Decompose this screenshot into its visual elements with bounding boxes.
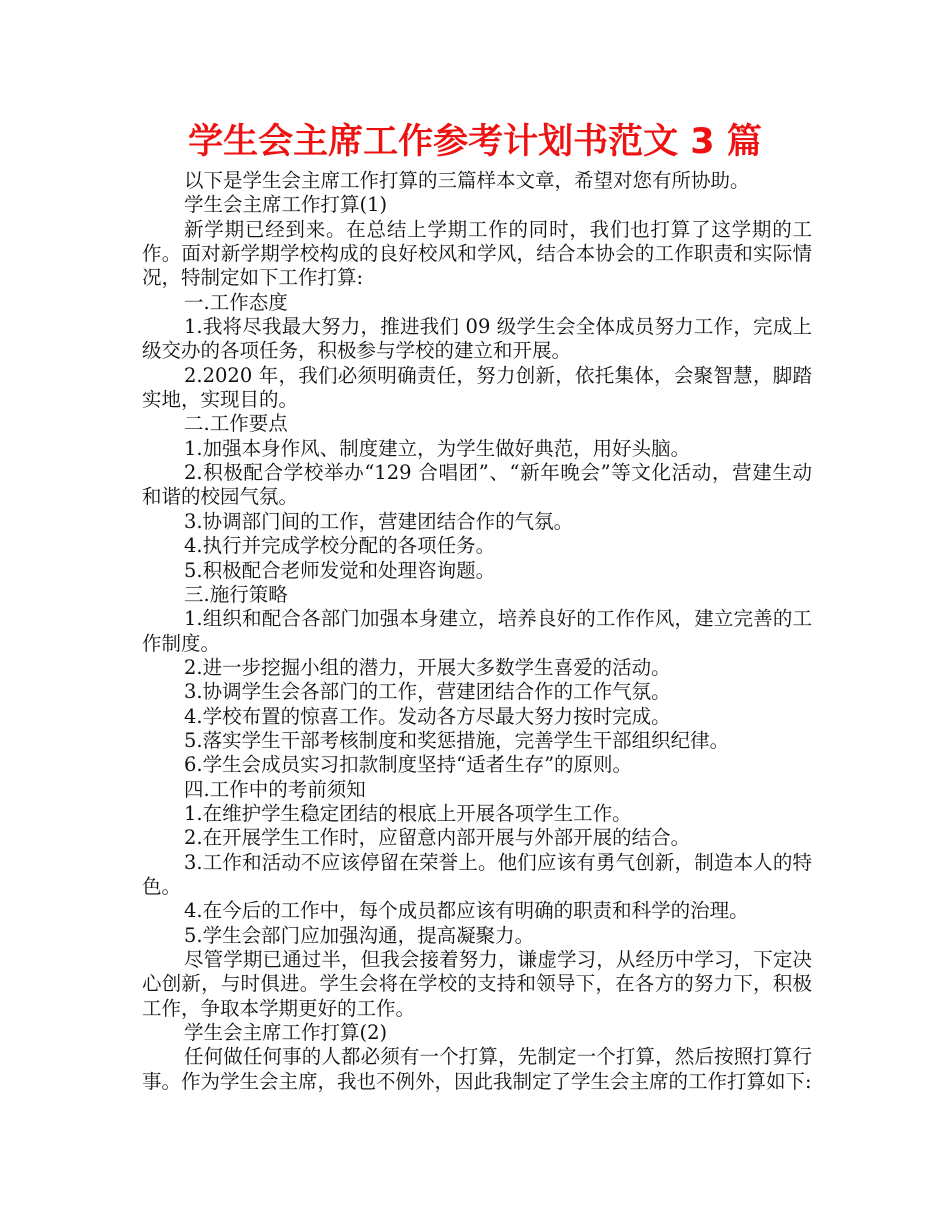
list-item: 1.在维护学生稳定团结的根底上开展各项学生工作。: [184, 801, 632, 825]
list-item: 4.执行并完成学校分配的各项任务。: [184, 534, 496, 558]
section-heading: 四.工作中的考前须知: [184, 777, 366, 801]
list-item: 6.学生会成员实习扣款制度坚持“适者生存”的原则。: [184, 753, 633, 777]
paragraph: 尽管学期已通过半，但我会接着努力，谦虚学习，从经历中学习，下定决心创新，与时俱进。学生会将在学校的支持和领导下，在各方的努力下，积极工作，争取本学期更好的工作。: [142, 948, 812, 1020]
list-item: 5.积极配合老师发觉和处理咨询题。: [184, 558, 496, 582]
list-item: 4.在今后的工作中，每个成员都应该有明确的职责和科学的治理。: [184, 899, 749, 923]
list-item: 1.加强本身作风、制度建立，为学生做好典范，用好头脑。: [184, 436, 691, 460]
section-heading: 学生会主席工作打算(1): [184, 193, 388, 217]
list-item: 3.协调学生会各部门的工作，营建团结合作的工作气氛。: [184, 680, 671, 704]
paragraph: 新学期已经到来。在总结上学期工作的同时，我们也打算了这学期的工作。面对新学期学校构成的良好校风和学风，结合本协会的工作职责和实际情况，特制定如下工作打算:: [142, 217, 812, 290]
list-item: 2.在开展学生工作时，应留意内部开展与外部开展的结合。: [184, 826, 691, 850]
section-heading: 一.工作态度: [184, 290, 288, 314]
paragraph: 任何做任何事的人都必须有一个打算，先制定一个打算，然后按照打算行事。作为学生会主席，我也不例外，因此我制定了学生会主席的工作打算如下:: [142, 1045, 812, 1093]
document-title: 学生会主席工作参考计划书范文 3 篇: [188, 122, 762, 162]
list-item: 5.学生会部门应加强沟通，提高凝聚力。: [184, 923, 535, 947]
list-item: 2.进一步挖掘小组的潜力，开展大多数学生喜爱的活动。: [184, 655, 671, 679]
list-item: 1.组织和配合各部门加强本身建立，培养良好的工作作风，建立完善的工作制度。: [142, 607, 812, 655]
list-item: 4.学校布置的惊喜工作。发动各方尽最大努力按时完成。: [184, 704, 671, 728]
list-item: 2.积极配合学校举办“129 合唱团”、“新年晚会”等文化活动，营建生动和谐的校园气氛。: [142, 461, 812, 509]
list-item: 5.落实学生干部考核制度和奖惩措施，完善学生干部组织纪律。: [184, 728, 730, 752]
section-heading: 学生会主席工作打算(2): [184, 1021, 388, 1045]
list-item: 3.协调部门间的工作，营建团结合作的气氛。: [184, 509, 574, 533]
section-heading: 二.工作要点: [184, 412, 288, 436]
document-body: [142, 169, 812, 1094]
list-item: 2.2020 年，我们必须明确责任，努力创新，依托集体，会聚智慧，脚踏实地，实现目的。: [142, 363, 812, 412]
section-heading: 三.施行策略: [184, 582, 288, 606]
paragraph: 以下是学生会主席工作打算的三篇样本文章，希望对您有所协助。: [184, 169, 750, 192]
list-item: 1.我将尽我最大努力，推进我们 09 级学生会全体成员努力工作，完成上级交办的各项任务，积极参与学校的建立和开展。: [142, 315, 812, 363]
list-item: 3.工作和活动不应该停留在荣誉上。他们应该有勇气创新，制造本人的特色。: [142, 850, 812, 898]
